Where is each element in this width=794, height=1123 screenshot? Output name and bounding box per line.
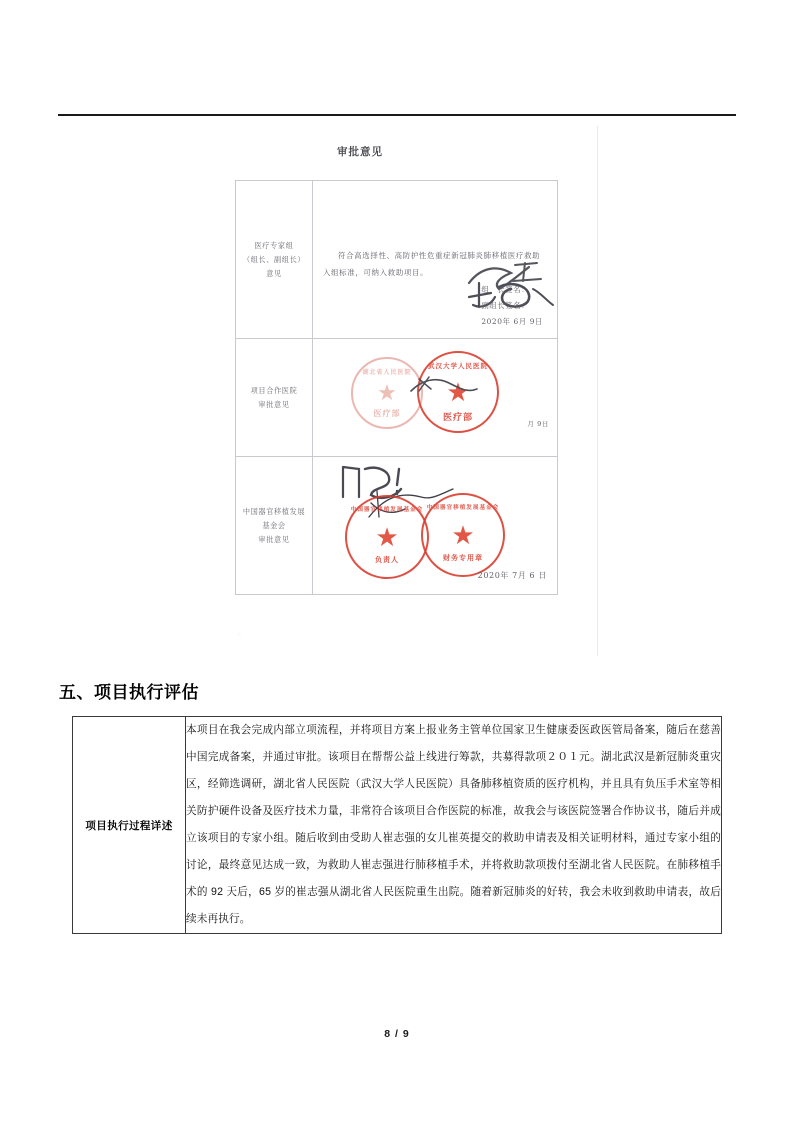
approval-opinions-table — [235, 180, 558, 595]
page-title: 五、项目执行评估 — [59, 683, 199, 702]
seal-arc-bottom-text: 财务专用章 — [443, 553, 483, 562]
partner-hospital-label — [236, 339, 313, 457]
expert-group-signature-block — [481, 282, 543, 330]
scan-page-edge-line — [597, 126, 598, 656]
page-number-footer: 8 / 9 — [384, 1028, 410, 1040]
seal-star-icon: ★ — [377, 380, 397, 405]
china-organ-transplantation-foundation-seal — [345, 495, 429, 579]
table-row — [73, 717, 722, 934]
medical-expert-group-opinion-cell — [313, 181, 558, 339]
label-line: 医疗专家组 — [254, 240, 294, 250]
hubei-provincial-peoples-hospital-seal — [351, 357, 423, 429]
header-divider — [58, 114, 736, 116]
project-execution-detail-label: 项目执行过程详述 — [73, 717, 186, 934]
scan-artifact-mark: :: — [238, 632, 241, 638]
seal-arc-bottom-text: 负责人 — [375, 555, 399, 564]
label-line: 基金会 — [262, 520, 286, 530]
table-row — [236, 457, 558, 595]
foundation-approval-label — [236, 457, 313, 595]
scan-title: 审批意见 — [337, 146, 383, 158]
medical-expert-group-label — [236, 181, 313, 339]
label-line: 审批意见 — [258, 399, 290, 409]
group-leader-signature-line: 组 长签名： — [481, 285, 530, 294]
seal-arc-top-text: 中国器官移植发展基金会 — [426, 505, 500, 511]
body-paragraph: 本项目在我会完成内部立项流程，并将项目方案上报业务主管单位国家卫生健康委医政医管局备案，随后在慈善中国完成备案，并通过审批。该项目在帮帮公益上线进行筹款，共募得款项２０１元。湖北武汉是新冠肺炎重灾区，经筛选调研，湖北省人民医院（武汉大学人民医院）具备肺移植资质的医疗机构，并且具有负压手术室等相关防护硬件设备及医疗技术力量，非常符合该项目合作医院的标准，故我会与该医院签署合作协议书，随后并成立该项目的专家小组。随后收到由受助人崔志强的女儿崔英提交的救助申请表及相关证明材料，通过专家小组的讨论，最终意见达成一致，为救助人崔志强进行肺移植手术，并将救助款项拨付至湖北省人民医院。在肺移植手术的 92 天后，65 岁的崔志强从湖北省人民医院重生出院。随着新冠肺炎的好转，我会未收到救助申请表，故后续未再执行。 — [186, 724, 721, 925]
label-line: 意见 — [266, 268, 282, 278]
foundation-date-line — [478, 568, 547, 584]
project-execution-table — [72, 716, 722, 934]
date-text: 月 9日 — [527, 420, 549, 428]
seal-arc-bottom-text: 医疗部 — [373, 408, 401, 418]
partner-hospital-date-line — [527, 416, 549, 432]
label-line: 项目合作医院 — [250, 385, 298, 395]
wuhan-university-peoples-hospital-seal — [417, 351, 499, 433]
scanned-approval-page — [150, 124, 650, 664]
seal-arc-top-text: 湖北省人民医院 — [362, 369, 412, 376]
project-execution-detail-body — [186, 717, 722, 934]
opinion-text: 符合高选择性、高防护性危重症新冠肺炎肺移植医疗救助入组标准，可纳入救助项目。 — [323, 250, 541, 277]
china-organ-transplantation-financial-seal — [421, 493, 505, 577]
table-row — [236, 181, 558, 339]
foundation-approval-cell — [313, 457, 558, 595]
expert-group-date-line: 2020年 6月 9日 — [481, 317, 543, 326]
partner-hospital-opinion-cell — [313, 339, 558, 457]
table-row — [236, 339, 558, 457]
label-line: 审批意见 — [258, 534, 290, 544]
deputy-leader-signature-line: 副组长签名： — [481, 301, 530, 310]
seal-arc-bottom-text: 医疗部 — [442, 413, 473, 423]
label-line: （组长、副组长） — [242, 254, 306, 264]
label-line: 中国器官移植发展 — [242, 506, 306, 516]
seal-star-icon: ★ — [446, 377, 470, 407]
seal-arc-top-text: 武汉大学人民医院 — [428, 362, 488, 370]
seal-star-icon: ★ — [375, 522, 399, 552]
seal-arc-top-text: 中国器官移植发展基金会 — [350, 507, 424, 513]
seal-star-icon: ★ — [451, 520, 475, 550]
date-text: 2020年 7月 6 日 — [477, 571, 547, 580]
